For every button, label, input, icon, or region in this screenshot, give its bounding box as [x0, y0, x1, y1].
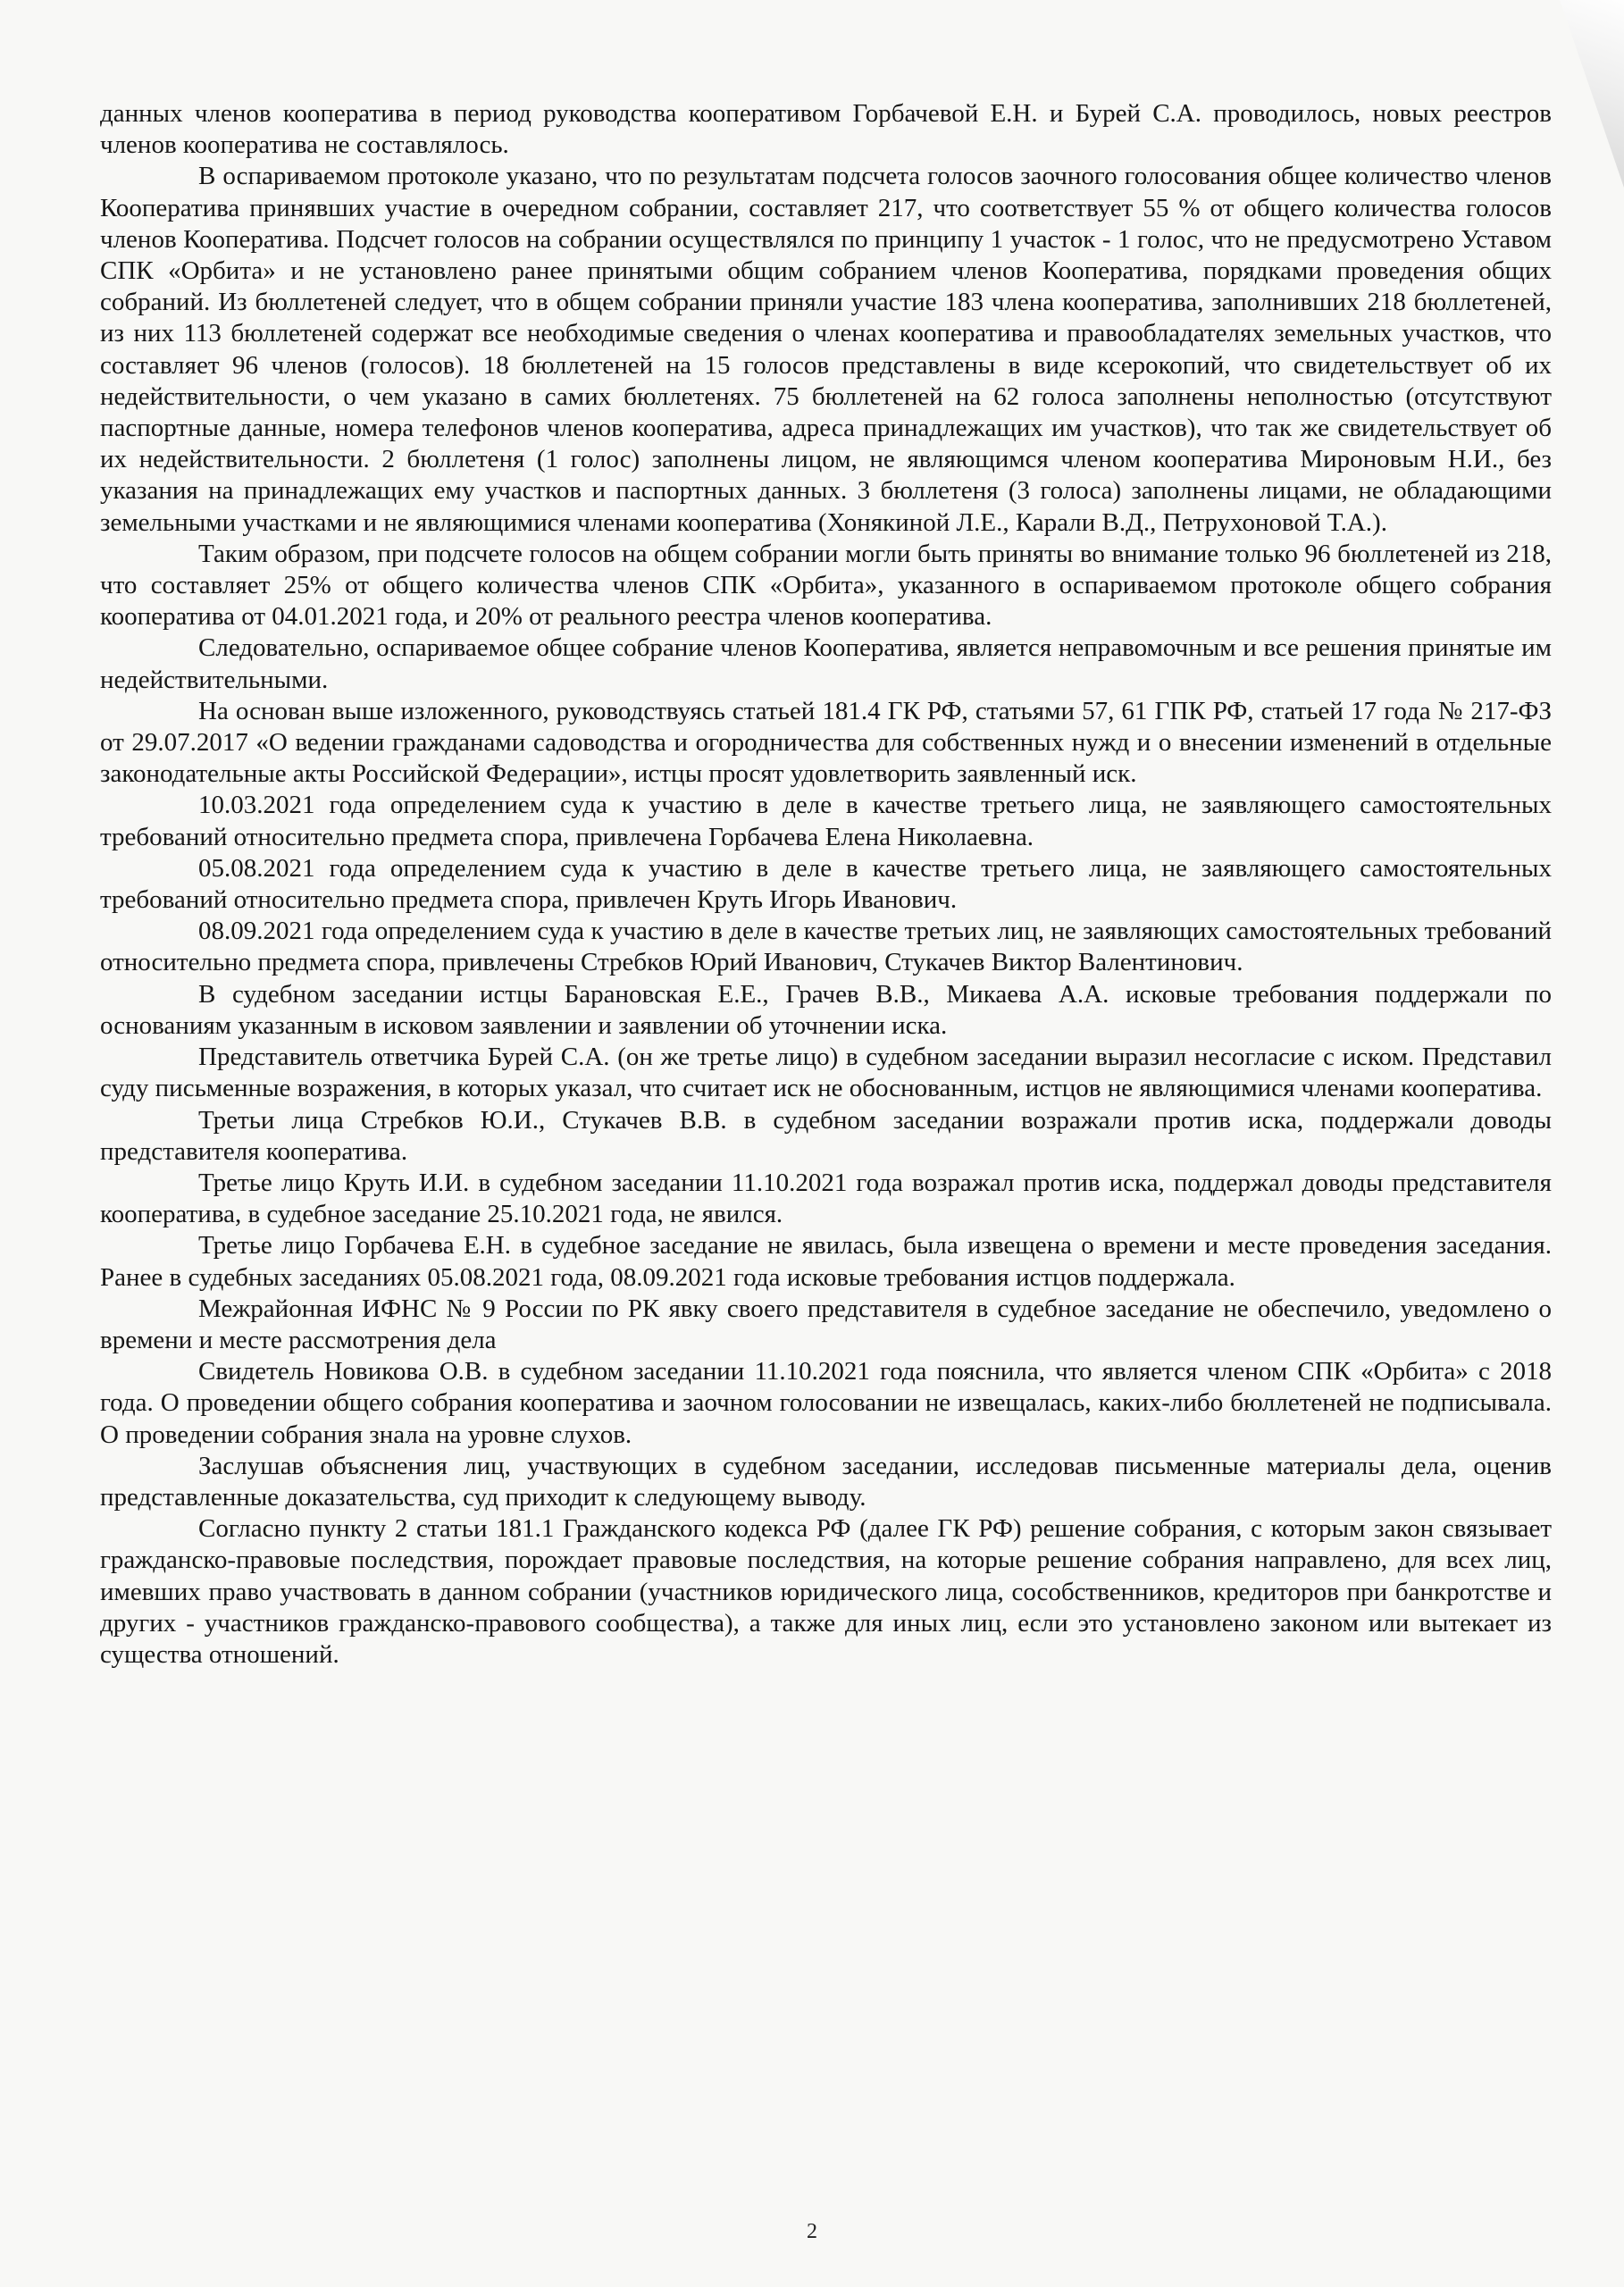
paragraph: 05.08.2021 года определением суда к участию в деле в качестве третьего лица, не заявляющего самостоятельных требований относительно предмета спора, привлечен Круть Игорь Иванович. [100, 853, 1552, 915]
paragraph: 08.09.2021 года определением суда к участию в деле в качестве третьих лиц, не заявляющих самостоятельных требований относительно предмета спора, привлечены Стребков Юрий Иванович, Стукачев Виктор Валентинович. [100, 917, 1552, 977]
paragraph: Третьи лица Стребков Ю.И., Стукачев В.В. в судебном заседании возражали против иска, поддержали доводы представителя кооператива. [100, 1105, 1552, 1166]
paragraph: Следовательно, оспариваемое общее собрание членов Кооператива, является неправомочным и все решения принятые им недействительными. [100, 633, 1552, 694]
paragraph: В судебном заседании истцы Барановская Е.Е., Грачев В.В., Микаева А.А. исковые требования поддержали по основаниям указанным в исковом заявлении и заявлении об уточнении иска. [100, 979, 1552, 1040]
paragraph: Представитель ответчика Бурей С.А. (он же третье лицо) в судебном заседании выразил несогласие с иском. Представил суду письменные возражения, в которых указал, что считает иск не обоснованным, истцов не являющимися членами кооператива. [100, 1043, 1552, 1103]
page-number: 2 [807, 2220, 817, 2243]
paragraph: Третье лицо Горбачева Е.Н. в судебное заседание не явилась, была извещена о времени и месте проведения заседания. Ранее в судебных заседаниях 05.08.2021 года, 08.09.2021 года исковые требования истцов поддержала. [100, 1231, 1552, 1292]
paragraph: Таким образом, при подсчете голосов на общем собрании могли быть приняты во внимание только 96 бюллетеней из 218, что составляет 25% от общего количества членов СПК «Орбита», указанного в оспариваемом протоколе общего собрания кооператива от 04.01.2021 года, и 20% от реального реестра членов кооператива. [100, 539, 1552, 632]
paragraph: 10.03.2021 года определением суда к участию в деле в качестве третьего лица, не заявляющего самостоятельных требований относительно предмета спора, привлечена Горбачева Елена Николаевна. [100, 791, 1552, 851]
paragraph: Межрайонная ИФНС № 9 России по РК явку своего представителя в судебное заседание не обеспечило, уведомлено о времени и месте рассмотрения дела [100, 1294, 1552, 1354]
paragraph: На основан выше изложенного, руководствуясь статьей 181.4 ГК РФ, статьями 57, 61 ГПК РФ, статьей 17 года № 217-ФЗ от 29.07.2017 «О ведении гражданами садоводства и огородничества для собственных нужд и о внесении изменений в отдельные законодательные акты Российской Федерации», истцы просят удовлетворить заявленный иск. [100, 696, 1552, 789]
document-body [100, 98, 1552, 1671]
paragraph: данных членов кооператива в период руководства кооперативом Горбачевой Е.Н. и Бурей С.А. проводилось, новых реестров членов кооператива не составлялось. [100, 99, 1552, 160]
paragraph: Заслушав объяснения лиц, участвующих в судебном заседании, исследовав письменные материалы дела, оценив представленные доказательства, суд приходит к следующему выводу. [100, 1451, 1552, 1512]
paragraph: Третье лицо Круть И.И. в судебном заседании 11.10.2021 года возражал против иска, поддержал доводы представителя кооператива, в судебное заседание 25.10.2021 года, не явился. [100, 1168, 1552, 1229]
paragraph: В оспариваемом протоколе указано, что по результатам подсчета голосов заочного голосования общее количество членов Кооператива принявших участие в очередном собрании, составляет 217, что соответствует 55 % от общего количества голосов членов Кооператива. Подсчет голосов на собрании осуществлялся по принципу 1 участок - 1 голос, что не предусмотрено Уставом СПК «Орбита» и не установлено ранее принятыми общим собранием членов Кооператива, порядками проведения общих собраний. Из бюллетеней следует, что в общем собрании приняли участие 183 члена кооператива, заполнивших 218 бюллетеней, из них 113 бюллетеней содержат все необходимые сведения о членах кооператива и правообладателях земельных участков, что составляет 96 членов (голосов). 18 бюллетеней на 15 голосов представлены в виде ксерокопий, что свидетельствует об их недействительности, о чем указано в самих бюллетенях. 75 бюллетеней на 62 голоса заполнены неполностью (отсутствуют паспортные данные, номера телефонов членов кооператива, адреса принадлежащих им участков), что так же свидетельствует об их недействительности. 2 бюллетеня (1 голос) заполнены лицом, не являющимся членом кооператива Мироновым Н.И., без указания на принадлежащих ему участков и паспортных данных. 3 бюллетеня (3 голоса) заполнены лицами, не обладающими земельными участками и не являющимися членами кооператива (Хонякиной Л.Е., Карали В.Д., Петрухоновой Т.А.). [100, 162, 1552, 537]
paragraph: Согласно пункту 2 статьи 181.1 Гражданского кодекса РФ (далее ГК РФ) решение собрания, с которым закон связывает гражданско-правовые последствия, порождает правовые последствия, на которые решение собрания направлено, для всех лиц, имевших право участвовать в данном собрании (участников юридического лица, сособственников, кредиторов при банкротстве и других - участников гражданско-правового сообщества), а также для иных лиц, если это установлено законом или вытекает из существа отношений. [100, 1514, 1552, 1669]
paragraph: Свидетель Новикова О.В. в судебном заседании 11.10.2021 года пояснила, что является членом СПК «Орбита» с 2018 года. О проведении общего собрания кооператива и заочном голосовании не извещалась, каких-либо бюллетеней не подписывала. О проведении собрания знала на уровне слухов. [100, 1357, 1552, 1449]
